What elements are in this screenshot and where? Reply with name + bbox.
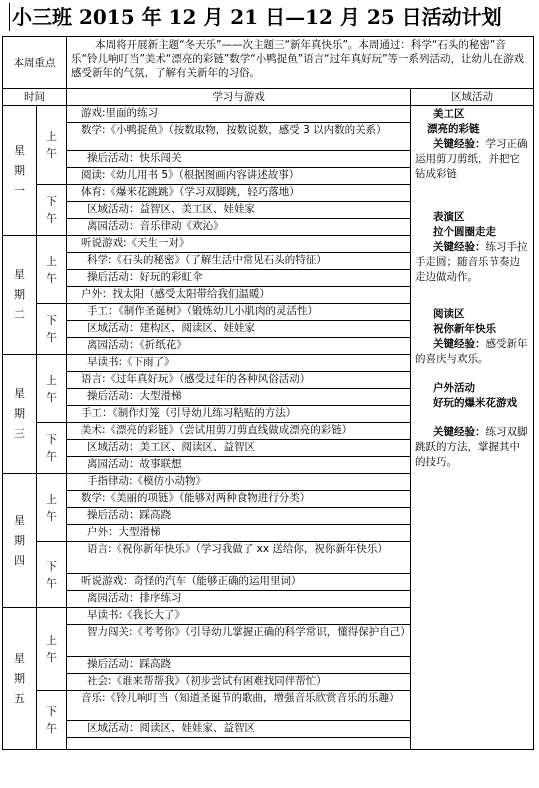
activity: 区域活动：建构区、阅读区、娃娃家 [67,321,411,338]
header-time: 时间 [3,89,67,106]
area-block [415,107,529,182]
area-title: 户外活动 [433,382,475,394]
area-desc-text: 学习正确运用剪刀剪纸，并把它钻成彩链 [415,138,528,180]
activity: 区域活动：益智区、美工区、娃娃家 [67,202,411,219]
activity: 户外：大型滑梯 [67,525,411,542]
day-label: 星 期 三 [3,355,37,474]
activity: 操后活动：快乐闯关 [67,151,411,168]
area-keyword: 关键经验： [433,426,486,438]
area-block [415,210,529,285]
area-keyword: 关键经验： [433,138,486,150]
activity: 科学:《石头的秘密》（了解生活中常见石头的特征） [67,253,411,270]
activity: 阅读:《幼儿用书 5》（根据图画内容讲述故事） [67,168,411,185]
activity: 社会:《谁来帮帮我》（初步尝试有困难找同伴帮忙） [67,674,411,691]
activity: 数学:《小鸭捉鱼》（按数取物，按数说数，感受 3 以内数的关系） [67,123,411,151]
header-learning: 学习与游戏 [67,89,411,106]
day-label: 星 期 五 [3,608,37,750]
activity: 语言:《过年真好玩》（感受过年的各种风俗活动） [67,372,411,389]
activity: 离园活动：故事联想 [67,457,411,474]
activity: 听说游戏：奇怪的汽车（能够正确的运用里词） [67,574,411,591]
activity: 离园活动：音乐律动《欢沁》 [67,219,411,236]
activity: 音乐:《铃儿响叮当（知道圣诞节的歌曲，增强音乐欣赏音乐的乐趣） [67,691,411,721]
activity: 手工：《制作圣诞树》（锻炼幼儿小肌肉的灵活性） [67,304,411,321]
activity: 语言:《祝你新年快乐》（学习我做了 xx 送给你，祝你新年快乐） [67,542,411,574]
half-am: 上 午 [37,608,67,691]
area-desc [415,240,529,285]
activity: 美术:《漂亮的彩链》（尝试用剪刀剪直线做成漂亮的彩链） [67,423,411,440]
area-desc-text: 练习双脚跳跃的方法，掌握其中的技巧。 [415,426,528,468]
half-pm: 下 午 [37,691,67,750]
area-title: 阅读区 [433,308,465,320]
header-row [3,89,534,106]
activity: 数学:《美丽的项链》（能够对两种食物进行分类） [67,491,411,508]
activity: 早读书:《我长大了》 [67,608,411,625]
area-block [415,381,529,470]
text-cursor [9,3,10,31]
focus-row [3,37,534,89]
page-title [0,0,539,34]
schedule-table [2,36,534,750]
title-text: 小三班 2015 年 12 月 21 日—12 月 25 日活动计划 [12,5,502,29]
table-row [3,106,534,123]
half-pm: 下 午 [37,185,67,236]
area-column [411,106,534,750]
area-subtitle: 祝你新年快乐 [433,323,496,335]
activity: 早读书:《下雨了》 [67,355,411,372]
activity: 户外：找太阳（感受太阳带给我们温暖） [67,287,411,304]
day-label: 星 期 四 [3,474,37,608]
area-title: 表演区 [433,211,465,223]
activity: 操后活动：踩高跷 [67,657,411,674]
focus-text: 本周将开展新主题“冬天乐”——次主题三“新年真快乐”。本周通过：科学“石头的秘密”音乐“铃儿响叮当”美术“漂亮的彩链”数学“小鸭捉鱼”语言“过年真好玩”等一系列活动，让幼儿在游戏感受新年的气氛，了解有关新年的习俗。 [67,37,534,89]
half-am: 上 午 [37,355,67,423]
focus-label: 本周重点 [3,37,67,89]
area-desc-text: 感受新年的喜庆与欢乐。 [415,338,528,365]
activity: 智力闯关:《考考你》（引导幼儿掌握正确的科学常识，懂得保护自己） [67,625,411,657]
half-am: 上 午 [37,474,67,542]
area-keyword: 关键经验： [433,241,486,253]
half-am: 上 午 [37,106,67,185]
activity: 离园活动：排序练习 [67,591,411,608]
activity: 听说游戏:《天生一对》 [67,236,411,253]
activity: 操后活动：踩高跷 [67,508,411,525]
half-am: 上 午 [37,236,67,304]
activity: 操后活动：大型滑梯 [67,389,411,406]
day-label: 星 期 一 [3,106,37,236]
area-desc [415,137,529,182]
activity: 区域活动：美工区、阅读区、益智区 [67,440,411,457]
area-desc-text: 练习手拉手走圆；随音乐节奏边走边做动作。 [415,241,528,283]
day-label: 星 期 二 [3,236,37,355]
activity: 手工：《制作灯笼（引导幼儿练习粘贴的方法） [67,406,411,423]
activity: 区域活动：阅读区、娃娃家、益智区 [67,721,411,738]
activity: 游戏:里面的练习 [67,106,411,123]
activity: 离园活动：《折纸花》 [67,338,411,355]
area-subtitle: 漂亮的彩链 [427,123,480,135]
area-block [415,307,529,367]
area-subtitle: 好玩的爆米花游戏 [433,397,517,409]
half-pm: 下 午 [37,542,67,608]
activity: 体育:《爆米花跳跳》（学习双脚跳，轻巧落地） [67,185,411,202]
area-keyword: 关键经验： [433,338,486,350]
area-title: 美工区 [433,108,465,120]
half-pm: 下 午 [37,423,67,474]
header-area: 区域活动 [411,89,534,106]
area-desc [415,337,529,367]
activity: 手指律动:《模仿小动物》 [67,474,411,491]
half-pm: 下 午 [37,304,67,355]
activity [67,738,411,750]
area-subtitle: 拉个圆圈走走 [433,226,496,238]
area-desc [415,425,529,470]
activity: 操后活动：好玩的彩虹伞 [67,270,411,287]
